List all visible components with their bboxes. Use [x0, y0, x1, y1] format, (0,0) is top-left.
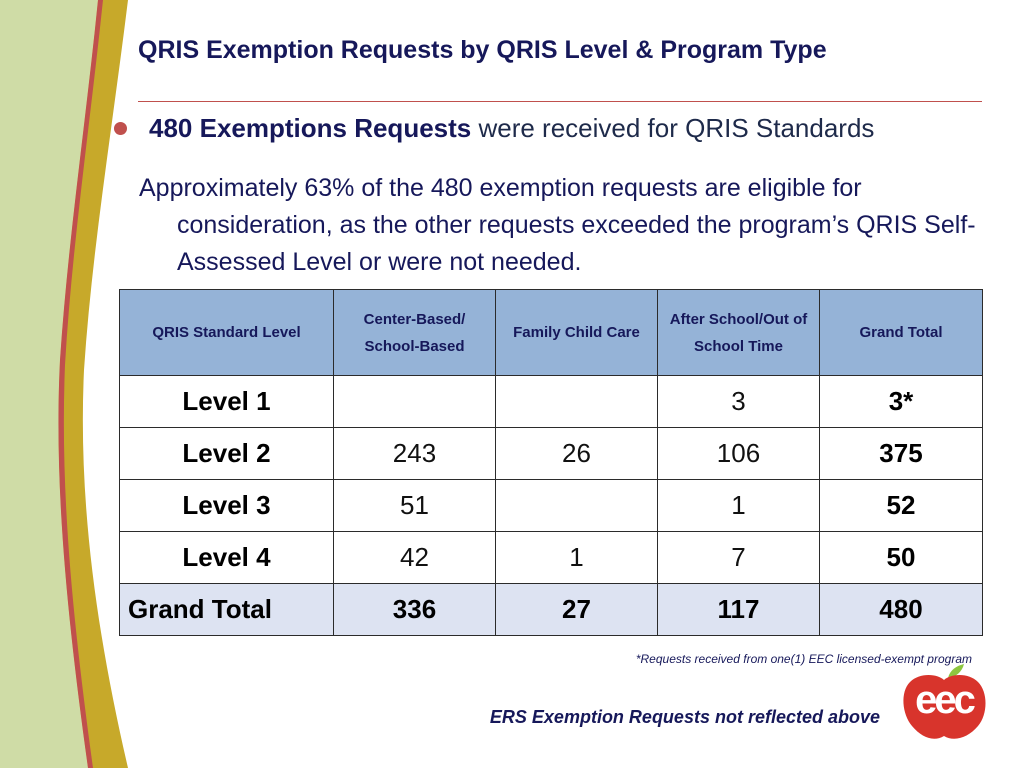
grand-total-label: Grand Total — [120, 584, 334, 636]
grand-total-family: 27 — [496, 584, 658, 636]
cell-center: 243 — [334, 428, 496, 480]
cell-after: 1 — [658, 480, 820, 532]
cell-after: 3 — [658, 376, 820, 428]
cell-center — [334, 376, 496, 428]
bullet-bold-text: 480 Exemptions Requests — [149, 113, 472, 143]
title-divider — [138, 101, 982, 102]
bottom-note: ERS Exemption Requests not reflected above — [489, 707, 880, 727]
header-level: QRIS Standard Level — [120, 290, 334, 376]
exemption-table — [119, 289, 983, 636]
grand-total-row — [120, 584, 983, 636]
cell-total: 52 — [820, 480, 983, 532]
cell-after: 106 — [658, 428, 820, 480]
header-center-based: Center-Based/ School-Based — [334, 290, 496, 376]
cell-family — [496, 480, 658, 532]
cell-after: 7 — [658, 532, 820, 584]
sub-paragraph: Approximately 63% of the 480 exemption requests are eligible for consideration, as the other requests exceeded the program’s QRIS Self-Assessed Level or were not needed. — [139, 174, 976, 276]
cell-total: 3* — [820, 376, 983, 428]
cell-family — [496, 376, 658, 428]
bullet-text: were received for QRIS Standards — [471, 113, 875, 143]
cell-center: 51 — [334, 480, 496, 532]
cell-center: 42 — [334, 532, 496, 584]
slide-title: QRIS Exemption Requests by QRIS Level & Program Type — [138, 36, 827, 64]
grand-total-center: 336 — [334, 584, 496, 636]
cell-family: 1 — [496, 532, 658, 584]
cell-family: 26 — [496, 428, 658, 480]
table-row — [120, 376, 983, 428]
footnote: *Requests received from one(1) EEC licensed-exempt program — [635, 652, 972, 666]
cell-total: 50 — [820, 532, 983, 584]
table-row — [120, 532, 983, 584]
grand-total-value: 480 — [820, 584, 983, 636]
row-level: Level 2 — [120, 428, 334, 480]
table-row — [120, 428, 983, 480]
row-level: Level 1 — [120, 376, 334, 428]
bullet-icon — [114, 122, 127, 135]
logo-text: eec — [915, 678, 973, 722]
bullet-point — [114, 113, 874, 144]
eec-logo — [898, 664, 990, 744]
row-level: Level 3 — [120, 480, 334, 532]
header-family-child-care: Family Child Care — [496, 290, 658, 376]
cell-total: 375 — [820, 428, 983, 480]
grand-total-after: 117 — [658, 584, 820, 636]
table-row — [120, 480, 983, 532]
table-header-row — [120, 290, 983, 376]
header-after-school: After School/Out of School Time — [658, 290, 820, 376]
header-grand-total: Grand Total — [820, 290, 983, 376]
row-level: Level 4 — [120, 532, 334, 584]
